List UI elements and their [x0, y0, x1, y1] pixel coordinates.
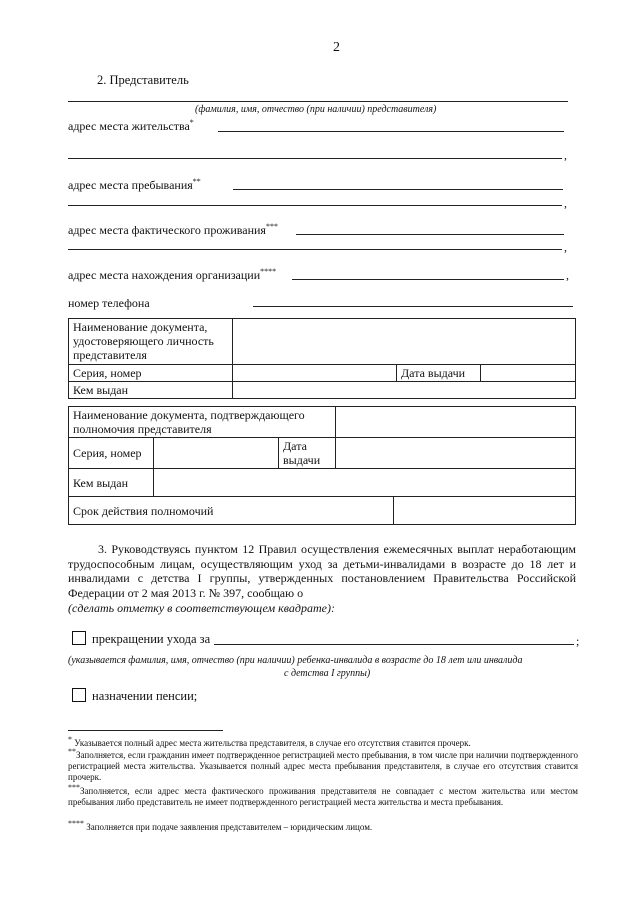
footnote-mark: **	[68, 747, 76, 756]
residence-field-1[interactable]	[218, 131, 564, 132]
stay-field-1[interactable]	[233, 189, 563, 190]
stay-label	[68, 178, 201, 193]
semicolon: ;	[576, 634, 580, 648]
footnote-ref: ****	[260, 267, 277, 276]
footnote-mark: ****	[68, 819, 84, 828]
auth-series-label: Серия, номер	[69, 438, 154, 469]
auth-doc-name-cell[interactable]	[336, 407, 576, 438]
page-number: 2	[333, 40, 340, 55]
actual-label-text: адрес места фактического проживания	[68, 223, 266, 237]
footnote-2	[68, 747, 578, 783]
option-stop-care-label: прекращении ухода за	[92, 632, 211, 646]
org-label-text: адрес места нахождения организации	[68, 268, 261, 282]
footnote-text: Заполняется, если гражданин имеет подтвержденное регистрацией место пребывания, в том числе при наличии подтвержденного регистрацией места жительства. Указывается полный адрес места пребывания представителя, в случае его отсутствия ставится прочерк.	[68, 750, 578, 782]
footnote-3	[68, 783, 578, 808]
id-issued-by-cell[interactable]	[233, 382, 576, 399]
section-heading: 2. Представитель	[97, 73, 189, 87]
id-series-cell[interactable]	[233, 365, 397, 382]
auth-date-cell[interactable]	[336, 438, 576, 469]
child-caption-1: (указывается фамилия, имя, отчество (при наличии) ребенка-инвалида в возрасте до 18 лет или инвалида	[68, 655, 523, 666]
footnote-text: Заполняется, если адрес места фактического проживания представителя не совпадает с местом жительства или местом пребывания либо представитель не имеет подтвержденного регистрацией места жительства и места пребывания.	[68, 786, 578, 807]
footnote-ref: **	[192, 177, 201, 186]
id-doc-name-label: Наименование документа, удостоверяющего личность представителя	[69, 319, 233, 365]
comma: ,	[564, 240, 567, 254]
auth-validity-label: Срок действия полномочий	[69, 497, 394, 525]
id-date-cell[interactable]	[481, 365, 576, 382]
residence-label	[68, 119, 194, 134]
auth-series-cell[interactable]	[154, 438, 279, 469]
footnote-mark: *	[68, 735, 72, 744]
actual-label	[68, 223, 278, 238]
auth-issued-by-cell[interactable]	[154, 469, 576, 497]
child-name-field[interactable]	[214, 644, 574, 645]
footnote-1	[68, 735, 578, 749]
stay-label-text: адрес места пребывания	[68, 178, 193, 192]
option-stop-care[interactable]	[72, 631, 210, 647]
id-date-label: Дата выдачи	[397, 365, 481, 382]
residence-field-2[interactable]	[68, 158, 562, 159]
option-pension[interactable]	[72, 688, 197, 704]
id-doc-name-cell[interactable]	[233, 319, 576, 365]
authority-document-table	[68, 406, 576, 525]
comma: ,	[564, 148, 567, 162]
footnote-4	[68, 819, 578, 833]
actual-field-2[interactable]	[68, 249, 562, 250]
footnote-text: Заполняется при подаче заявления представителем – юридическим лицом.	[86, 822, 373, 832]
auth-doc-name-label: Наименование документа, подтверждающего полномочия представителя	[69, 407, 336, 438]
org-field[interactable]	[292, 279, 564, 280]
auth-date-label: Дата выдачи	[279, 438, 336, 469]
footnote-ref: ***	[265, 222, 278, 231]
id-issued-by-label: Кем выдан	[69, 382, 233, 399]
checkbox-stop-care[interactable]	[72, 631, 86, 645]
org-label	[68, 268, 276, 283]
comma: ,	[564, 196, 567, 210]
footnote-ref: *	[189, 118, 194, 127]
section3-text: 3. Руководствуясь пунктом 12 Правил осуществления ежемесячных выплат неработающим трудоспособным лицам, осуществляющим уход за детьми-инвалидами в возрасте до 18 лет и инвалидами с детства I группы, утвержденных постановлением Правительства Российской Федерации от 2 мая 2013 г. № 397, сообщаю о	[68, 542, 576, 600]
footnote-mark: ***	[68, 783, 80, 792]
checkbox-pension[interactable]	[72, 688, 86, 702]
footnote-text: Указывается полный адрес места жительства представителя, в случае его отсутствия ставится прочерк.	[74, 738, 471, 748]
residence-label-text: адрес места жительства	[68, 119, 190, 133]
actual-field-1[interactable]	[296, 234, 564, 235]
comma: ,	[566, 268, 569, 282]
representative-name-field[interactable]	[68, 101, 568, 102]
phone-field[interactable]	[253, 306, 573, 307]
child-caption-2: с детства I группы)	[284, 668, 371, 679]
id-series-label: Серия, номер	[69, 365, 233, 382]
id-document-table	[68, 318, 576, 399]
section3-instruction: (сделать отметку в соответствующем квадрате):	[68, 601, 335, 615]
option-pension-label: назначении пенсии;	[92, 689, 198, 703]
footnote-separator	[68, 730, 223, 731]
stay-field-2[interactable]	[68, 205, 562, 206]
phone-label: номер телефона	[68, 296, 150, 310]
name-caption: (фамилия, имя, отчество (при наличии) представителя)	[195, 104, 437, 115]
auth-validity-cell[interactable]	[394, 497, 576, 525]
auth-issued-by-label: Кем выдан	[69, 469, 154, 497]
